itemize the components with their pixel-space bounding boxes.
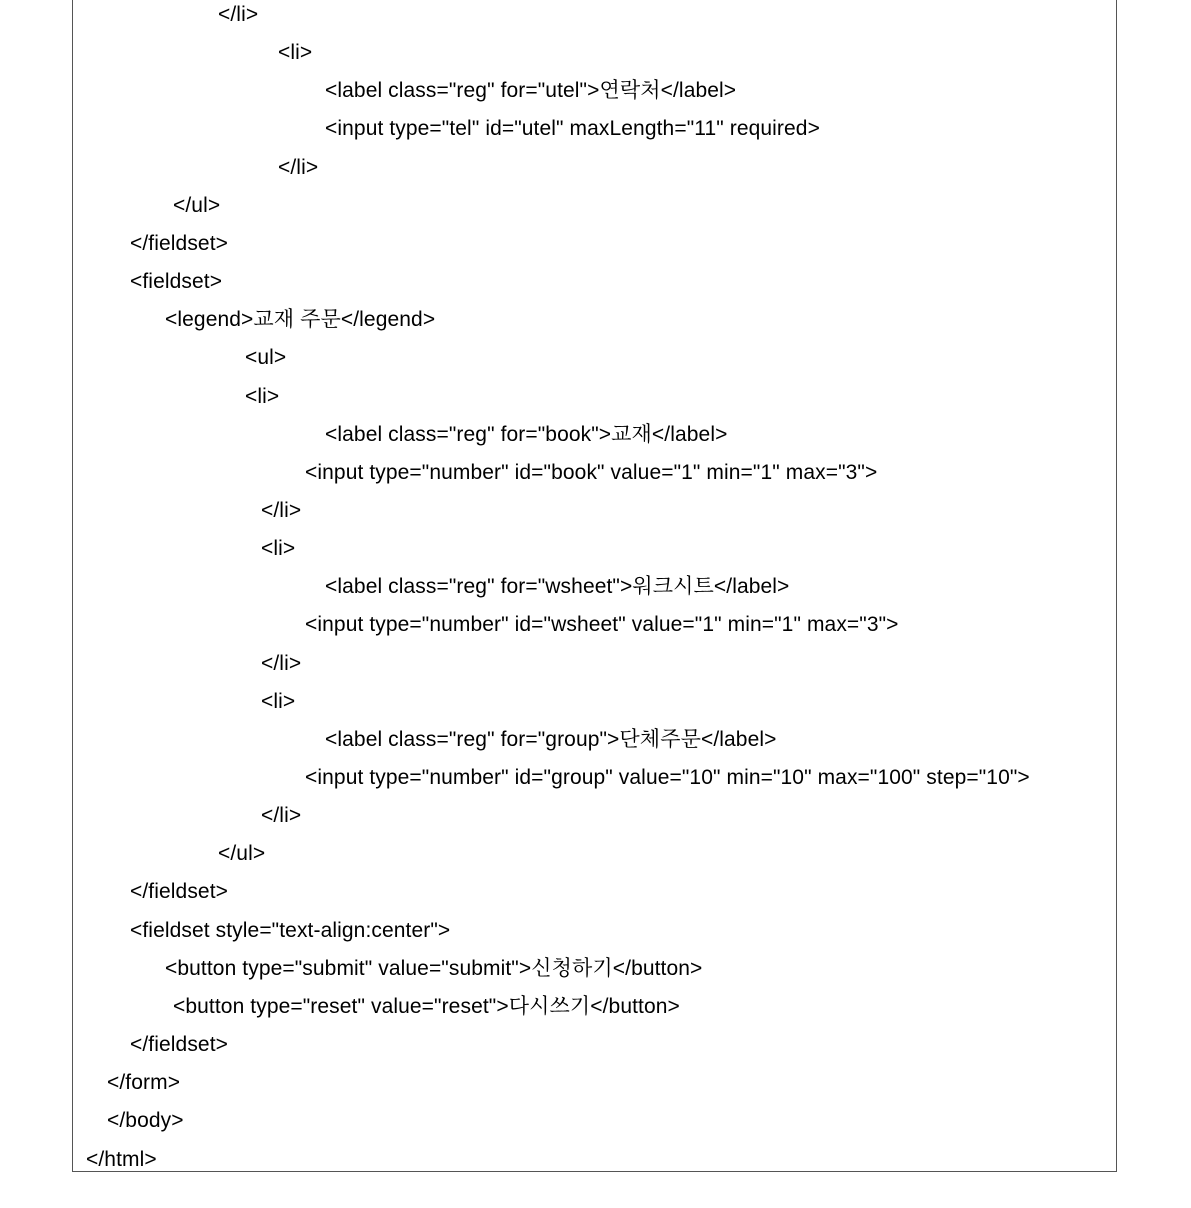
code-line: <li> — [245, 384, 280, 408]
code-line: </ul> — [173, 193, 221, 217]
code-line: </fieldset> — [130, 1033, 228, 1057]
code-line: </li> — [218, 3, 259, 26]
code-line: <label class="reg" for="wsheet">워크시트</label> — [325, 575, 790, 599]
code-line: <legend>교재 주문</legend> — [165, 308, 436, 332]
code-line: <li> — [261, 537, 296, 561]
code-line: <label class="reg" for="utel">연락처</label> — [325, 79, 737, 103]
code-line: <button type="reset" value="reset">다시쓰기</button> — [173, 994, 680, 1018]
code-line: <input type="number" id="wsheet" value="1" min="1" max="3"> — [305, 613, 899, 637]
code-line: </html> — [86, 1147, 157, 1171]
code-line: </body> — [107, 1109, 184, 1133]
code-line: <fieldset> — [130, 270, 223, 294]
code-line: <input type="number" id="book" value="1" min="1" max="3"> — [305, 460, 878, 484]
code-line: <ul> — [245, 346, 287, 370]
code-line: </fieldset> — [130, 231, 228, 255]
code-line: </form> — [107, 1071, 181, 1095]
code-line: <li> — [278, 41, 313, 65]
code-line: </li> — [278, 155, 319, 179]
code-line: </ul> — [218, 842, 266, 866]
code-line: </li> — [261, 498, 302, 522]
code-line: </fieldset> — [130, 880, 228, 904]
code-line: <label class="reg" for="group">단체주문</label> — [325, 727, 777, 751]
code-line: <label class="reg" for="book">교재</label> — [325, 422, 728, 446]
code-line: <input type="tel" id="utel" maxLength="11" required> — [325, 117, 820, 141]
code-line: </li> — [261, 804, 302, 828]
code-line: </li> — [261, 651, 302, 675]
code-line: <input type="number" id="group" value="10" min="10" max="100" step="10"> — [305, 766, 1030, 789]
code-line: <li> — [261, 689, 296, 713]
code-line: <fieldset style="text-align:center"> — [130, 918, 451, 942]
code-line: <button type="submit" value="submit">신청하기</button> — [165, 956, 703, 980]
